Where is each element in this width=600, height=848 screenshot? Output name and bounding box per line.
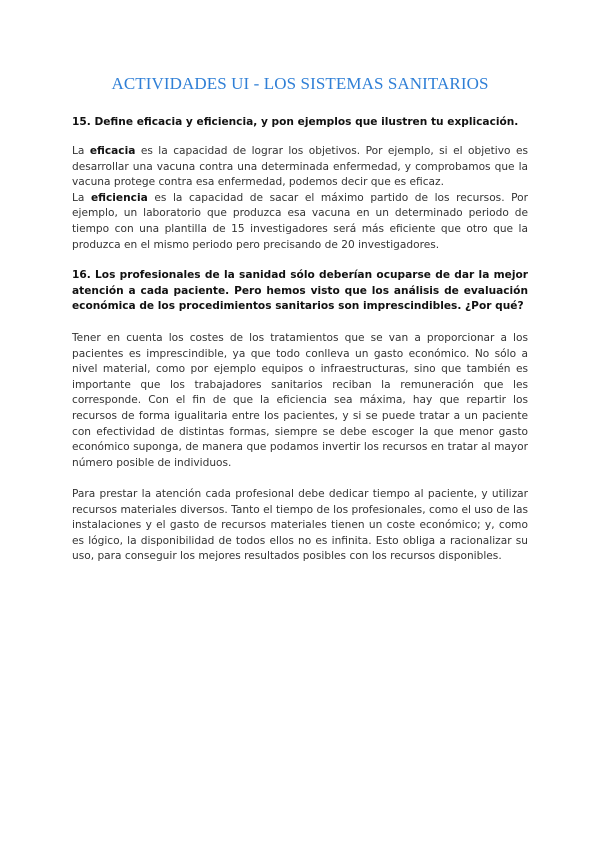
answer-15-paragraph-eficacia bbox=[72, 144, 528, 191]
answer-15-lead-2: La bbox=[72, 191, 91, 204]
answer-16-paragraph-2: Para prestar la atención cada profesional debe dedicar tiempo al paciente, y utilizar recursos materiales diversos. Tanto el tiempo de los profesionales, como el uso de las instalaciones y el gasto de recursos materiales tienen un coste económico; y, como es lógico, la disponibilidad de todos ellos no es infinita. Esto obliga a racionalizar su uso, para conseguir los mejores resultados posibles con los recursos disponibles. bbox=[72, 488, 528, 563]
answer-16-paragraph-1: Tener en cuenta los costes de los tratamientos que se van a proporcionar a los pacientes es imprescindible, ya que todo conlleva un gasto económico. No sólo a nivel material, como por ejemplo equipos o infraestructuras, sino que también es importante que los trabajadores sanitarios reciban la remuneración que les corresponde. Con el fin de que la eficiencia sea máxima, hay que repartir los recursos de forma igualitaria entre los pacientes, y si se puede tratar a un paciente con efectividad de distintas formas, siempre se debe escoger la que menor gasto económico suponga, de manera que podamos invertir los recursos en tratar al mayor número posible de individuos. bbox=[72, 332, 528, 469]
term-eficacia: eficacia bbox=[89, 145, 136, 157]
term-eficiencia: eficiencia bbox=[90, 191, 148, 204]
answer-15-text-1: es la capacidad de lograr los objetivos. Por ejemplo, si el objetivo es desarrollar una vacuna contra una determinada enfermedad, y comprobamos que la vacuna protege contra esa enfermedad, podemos decir que es eficaz. bbox=[72, 145, 528, 189]
answer-15-paragraph-eficiencia bbox=[72, 191, 528, 253]
question-15: 15. Define eficacia y eficiencia, y pon ejemplos que ilustren tu explicación. bbox=[72, 116, 519, 128]
page-title: ACTIVIDADES UI - LOS SISTEMAS SANITARIOS bbox=[111, 74, 489, 93]
question-16: 16. Los profesionales de la sanidad sólo deberían ocuparse de dar la mejor atención a cada paciente. Pero hemos visto que los análisis de evaluación económica de los procedimientos sanitarios son imprescindibles. ¿Por qué? bbox=[72, 269, 528, 313]
answer-15-lead-1: La bbox=[72, 145, 90, 157]
answer-15-text-2: es la capacidad de sacar el máximo partido de los recursos. Por ejemplo, un laboratorio que produzca esa vacuna en un determinado periodo de tiempo con una plantilla de 15 investigadores será más eficiente que otro que la produzca en el mismo periodo pero precisando de 20 investigadores. bbox=[72, 191, 528, 251]
answer-15 bbox=[72, 144, 528, 253]
